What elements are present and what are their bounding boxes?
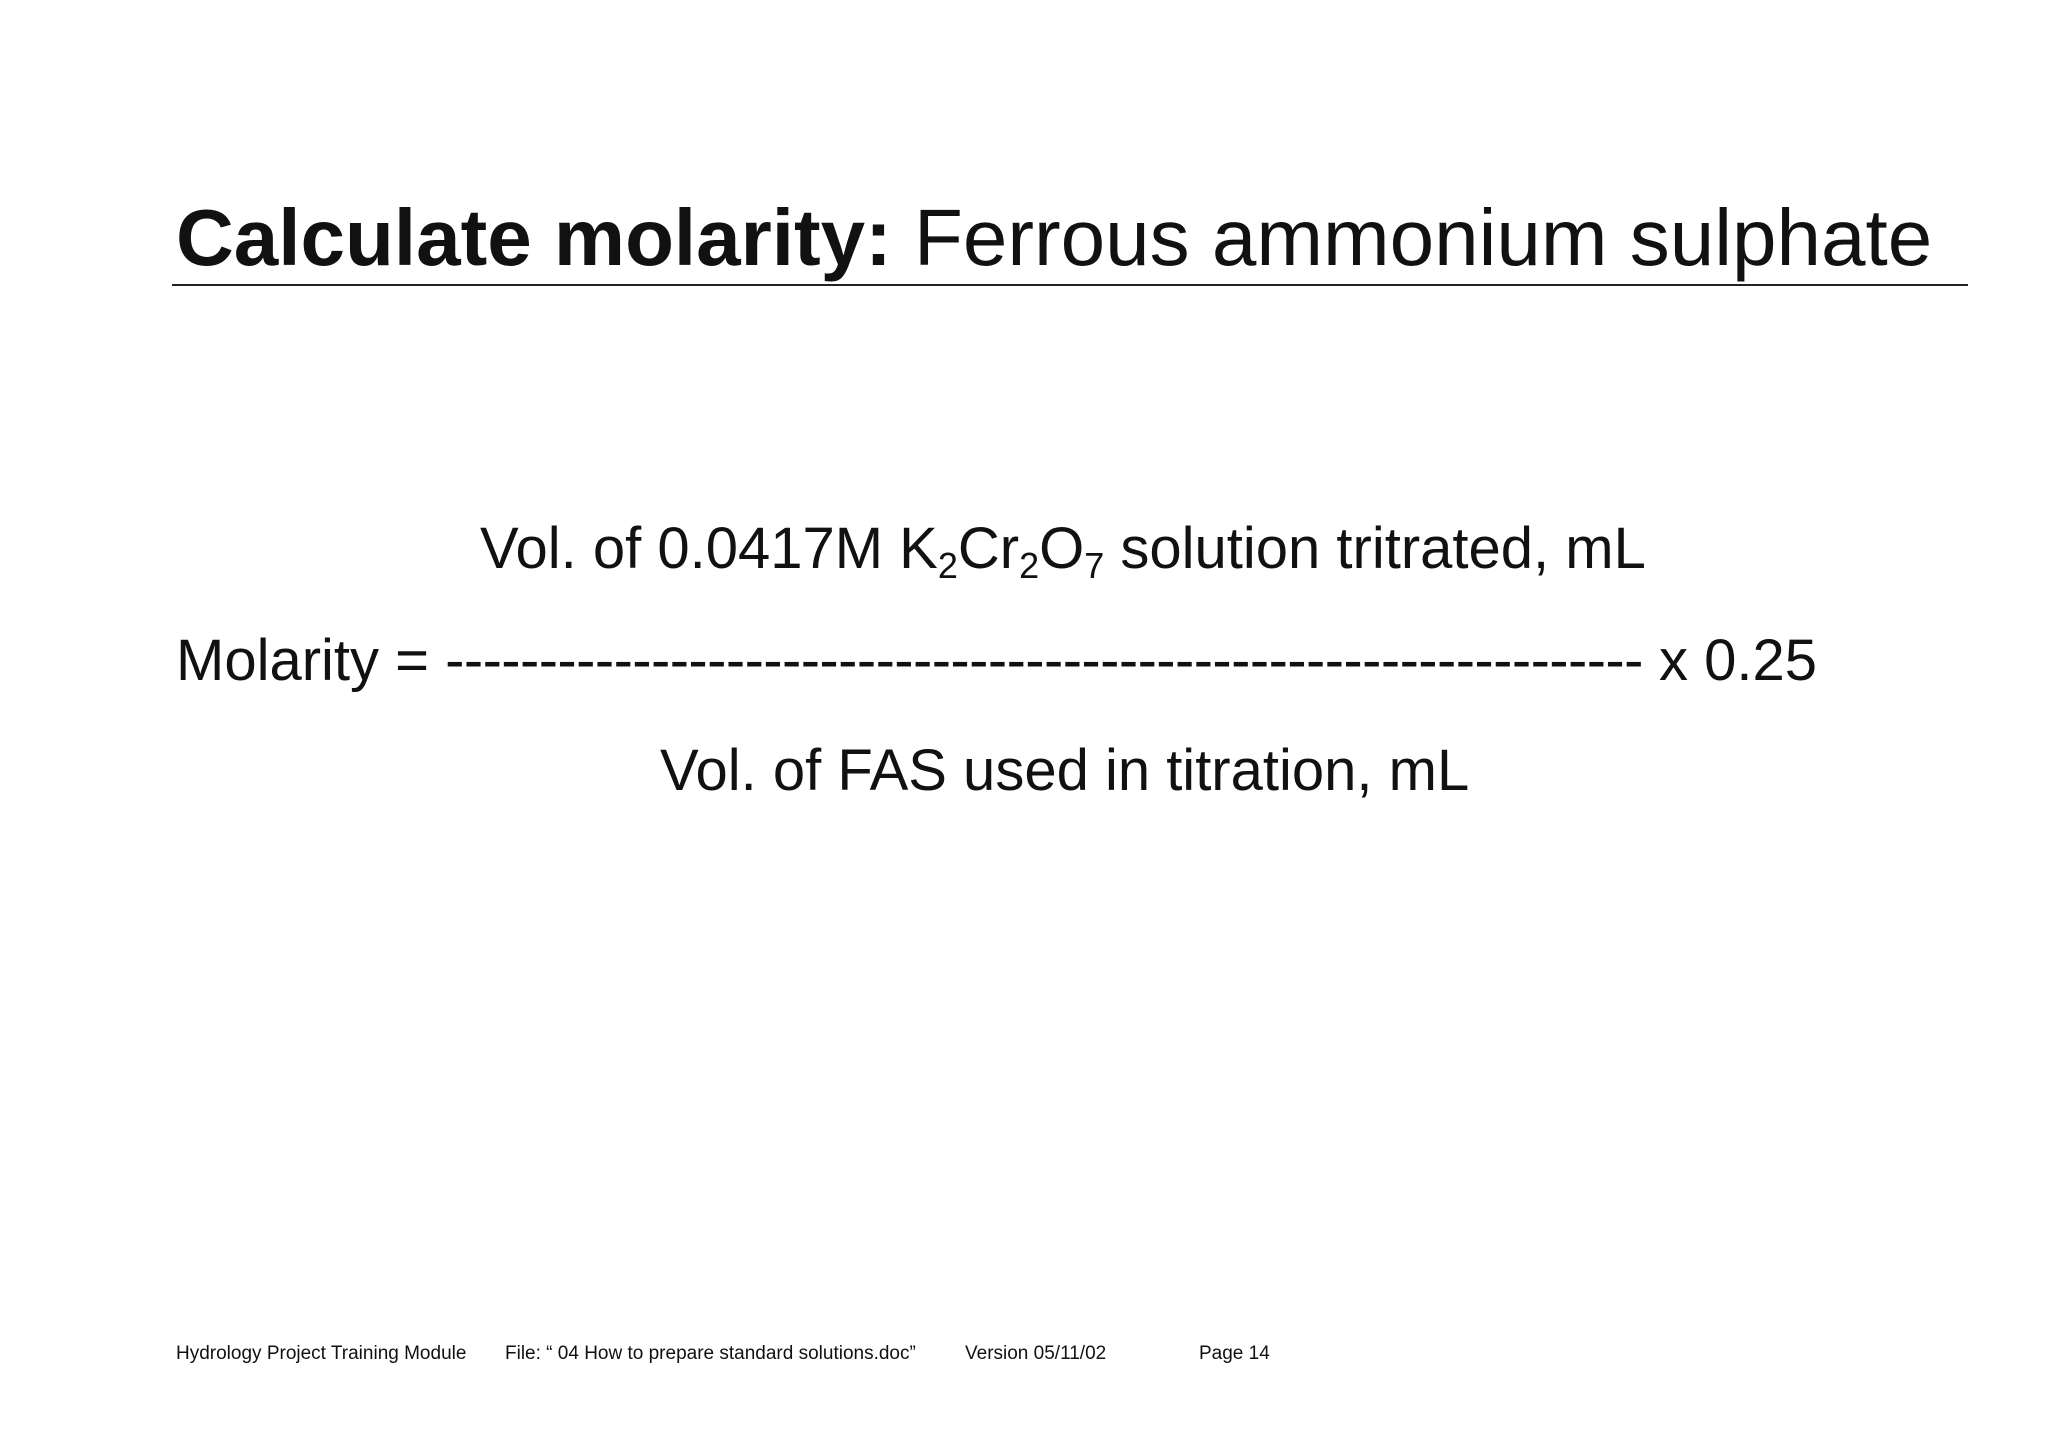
numerator-mid-1: Cr [957,516,1020,581]
title-bold-part: Calculate molarity: [176,193,892,282]
footer-version: Version 05/11/02 [965,1343,1107,1364]
numerator-subscript-1: 2 [937,545,958,586]
title-underline [172,284,1968,286]
numerator-subscript-3: 7 [1084,545,1105,586]
fraction-bar: ---------------------------------------------------------------- [445,628,1643,693]
footer-module: Hydrology Project Training Module [176,1343,467,1364]
formula-rhs: x 0.25 [1642,628,1817,693]
formula-denominator: Vol. of FAS used in titration, mL [660,738,1470,803]
formula-lhs: Molarity = [176,628,446,693]
numerator-prefix: Vol. of 0.0417M K [480,516,938,581]
numerator-subscript-2: 2 [1019,545,1040,586]
slide-title [176,190,1932,286]
formula-numerator [480,514,1646,584]
numerator-suffix: solution tritrated, mL [1104,516,1646,581]
footer-page-number: Page 14 [1199,1343,1270,1364]
footer-file: File: “ 04 How to prepare standard solutions.doc” [505,1343,916,1364]
numerator-mid-2: O [1039,516,1085,581]
page-footer [0,1342,2048,1366]
title-normal-part: Ferrous ammonium sulphate [891,193,1933,282]
formula-main-line [176,626,1817,696]
